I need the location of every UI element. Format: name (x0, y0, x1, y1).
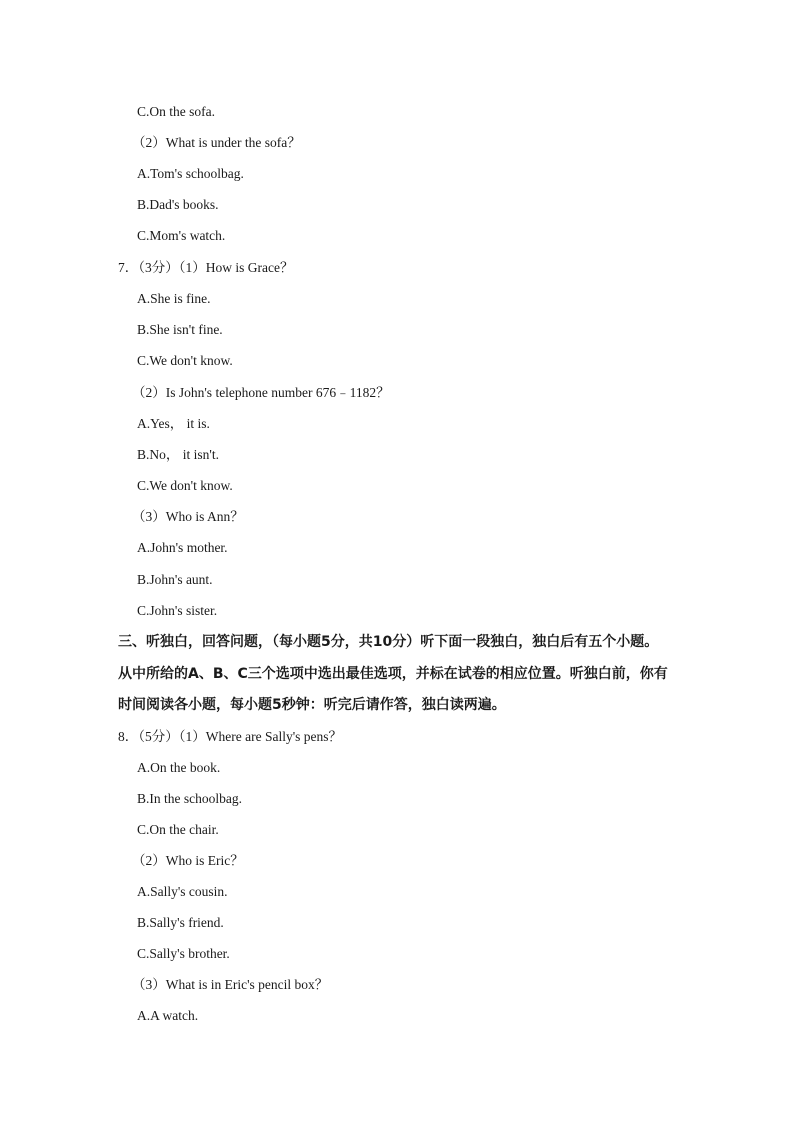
option-text: B.John's aunt. (137, 572, 213, 587)
sub-question: （3）What is in Eric's pencil box？ (132, 977, 329, 992)
sub-question: （2）Who is Eric？ (132, 853, 244, 868)
option-text: C.We don't know. (137, 353, 233, 368)
option-text: C.We don't know. (137, 478, 233, 493)
option-text: C.John's sister. (137, 603, 218, 618)
section-heading-line: 三、听独白，回答问题，（每小题5分，共10分）听下面一段独白，独白后有五个小题。 (118, 634, 659, 650)
option-text: A.She is fine. (137, 291, 211, 306)
option-text: A.A watch. (137, 1008, 199, 1023)
option-text: C.On the chair. (137, 822, 219, 837)
option-text: A.On the book. (137, 760, 221, 775)
option-text: B.Dad's books. (137, 197, 219, 212)
option-text: B.She isn't fine. (137, 322, 223, 337)
option-text: B.In the schoolbag. (137, 791, 242, 806)
option-text: A.Yes， it is. (137, 416, 210, 431)
option-text: A.Sally's cousin. (137, 884, 228, 899)
option-text: B.Sally's friend. (137, 915, 224, 930)
option-text: C.Mom's watch. (137, 228, 226, 243)
option-text: A.John's mother. (137, 540, 228, 555)
option-text: C.Sally's brother. (137, 946, 230, 961)
sub-question: （2）What is under the sofa？ (132, 135, 301, 150)
section-heading-line: 从中所给的A、B、C三个选项中选出最佳选项，并标在试卷的相应位置。听独白前，你有 (118, 666, 668, 682)
sub-question: （3）Who is Ann？ (132, 509, 244, 524)
section-heading-line: 时间阅读各小题，每小题5秒钟：听完后请作答，独白读两遍。 (118, 697, 506, 713)
option-text: A.Tom's schoolbag. (137, 166, 244, 181)
question-header: 8．（5分）（1）Where are Sally's pens？ (118, 729, 343, 744)
option-text: C.On the sofa. (137, 104, 215, 119)
question-header: 7．（3分）（1）How is Grace？ (118, 260, 294, 275)
option-text: B.No， it isn't. (137, 447, 219, 462)
sub-question: （2）Is John's telephone number 676﹣1182？ (132, 385, 390, 400)
